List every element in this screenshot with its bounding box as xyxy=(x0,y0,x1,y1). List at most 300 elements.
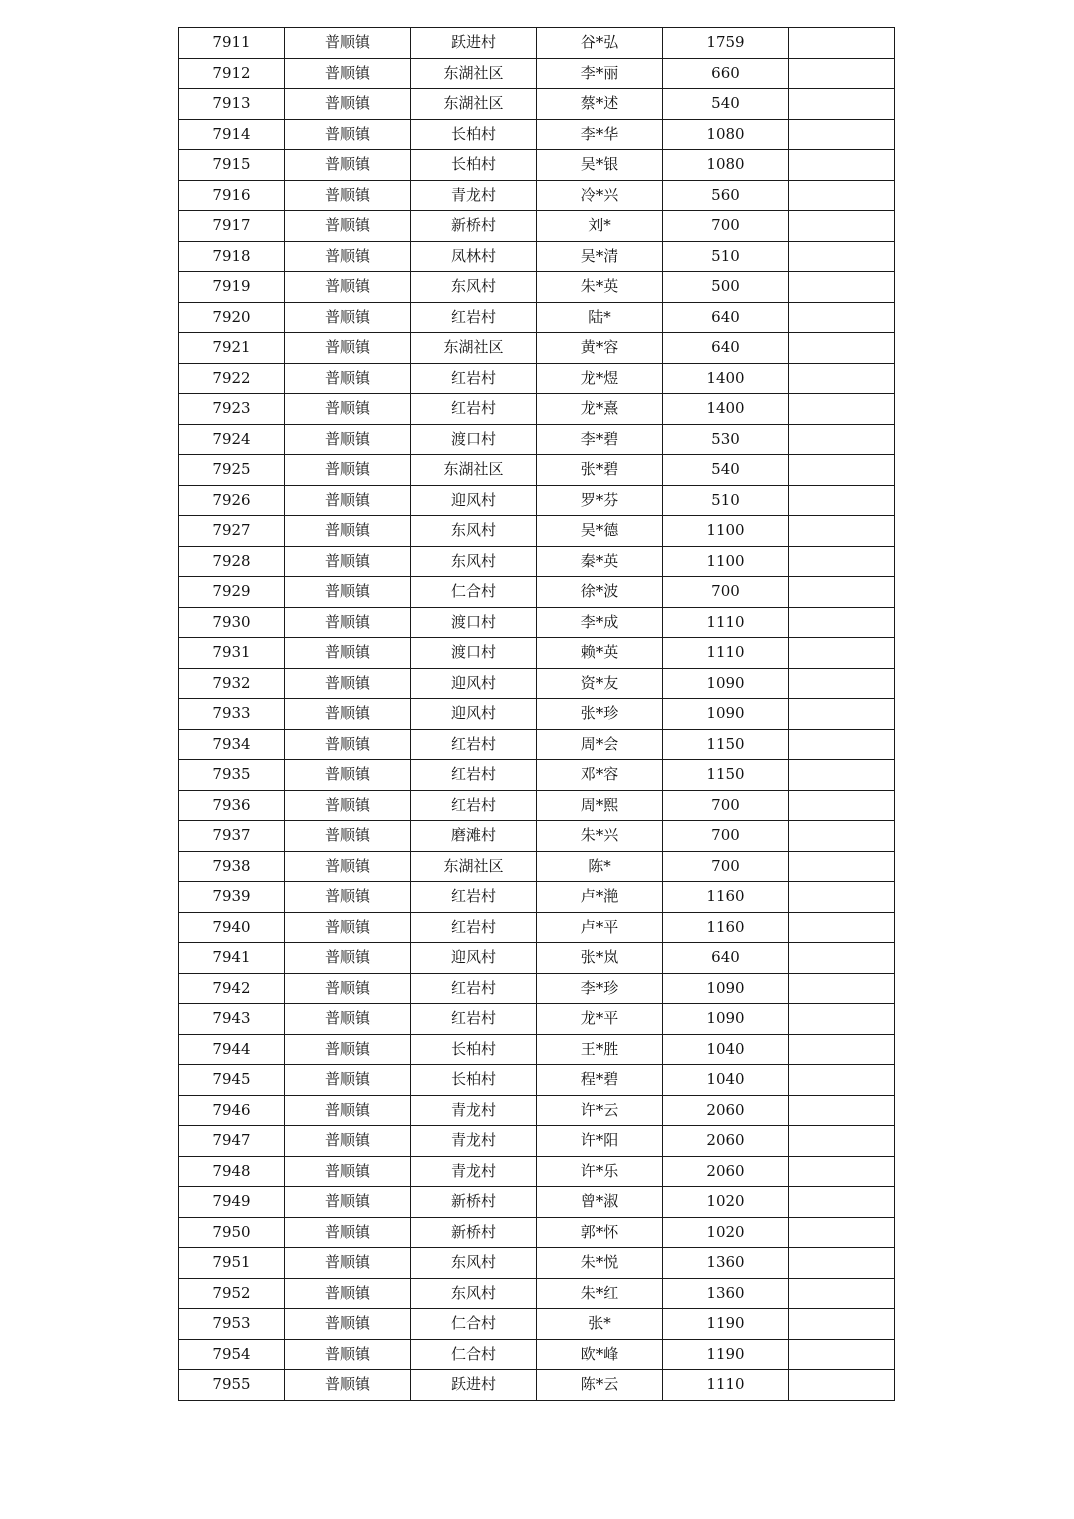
cell-number: 7949 xyxy=(179,1187,285,1218)
table-row xyxy=(179,638,895,669)
cell-note xyxy=(789,1126,895,1157)
cell-number: 7920 xyxy=(179,302,285,333)
table-row xyxy=(179,89,895,120)
cell-name: 王*胜 xyxy=(537,1034,663,1065)
cell-note xyxy=(789,1095,895,1126)
cell-village: 新桥村 xyxy=(411,211,537,242)
cell-note xyxy=(789,58,895,89)
cell-village: 青龙村 xyxy=(411,1095,537,1126)
cell-village: 仁合村 xyxy=(411,1339,537,1370)
cell-amount: 700 xyxy=(663,577,789,608)
cell-village: 红岩村 xyxy=(411,302,537,333)
cell-town: 普顺镇 xyxy=(285,760,411,791)
cell-number: 7955 xyxy=(179,1370,285,1401)
cell-village: 青龙村 xyxy=(411,1156,537,1187)
cell-amount: 700 xyxy=(663,821,789,852)
cell-number: 7946 xyxy=(179,1095,285,1126)
cell-town: 普顺镇 xyxy=(285,211,411,242)
cell-number: 7933 xyxy=(179,699,285,730)
cell-name: 张*碧 xyxy=(537,455,663,486)
cell-village: 青龙村 xyxy=(411,1126,537,1157)
cell-number: 7932 xyxy=(179,668,285,699)
cell-number: 7939 xyxy=(179,882,285,913)
cell-name: 张*岚 xyxy=(537,943,663,974)
cell-amount: 1080 xyxy=(663,150,789,181)
table-row xyxy=(179,973,895,1004)
cell-note xyxy=(789,882,895,913)
cell-note xyxy=(789,1156,895,1187)
cell-name: 赖*英 xyxy=(537,638,663,669)
cell-name: 李*珍 xyxy=(537,973,663,1004)
cell-note xyxy=(789,363,895,394)
cell-amount: 1150 xyxy=(663,729,789,760)
cell-number: 7915 xyxy=(179,150,285,181)
cell-village: 东风村 xyxy=(411,272,537,303)
cell-amount: 530 xyxy=(663,424,789,455)
cell-village: 跃进村 xyxy=(411,28,537,59)
cell-amount: 510 xyxy=(663,241,789,272)
cell-town: 普顺镇 xyxy=(285,363,411,394)
cell-number: 7950 xyxy=(179,1217,285,1248)
cell-amount: 700 xyxy=(663,211,789,242)
cell-number: 7937 xyxy=(179,821,285,852)
cell-note xyxy=(789,821,895,852)
cell-amount: 1160 xyxy=(663,912,789,943)
cell-name: 郭*怀 xyxy=(537,1217,663,1248)
cell-name: 张*珍 xyxy=(537,699,663,730)
cell-village: 东湖社区 xyxy=(411,89,537,120)
cell-name: 周*会 xyxy=(537,729,663,760)
cell-amount: 1759 xyxy=(663,28,789,59)
cell-name: 龙*煜 xyxy=(537,363,663,394)
cell-town: 普顺镇 xyxy=(285,607,411,638)
cell-note xyxy=(789,790,895,821)
cell-village: 红岩村 xyxy=(411,363,537,394)
cell-town: 普顺镇 xyxy=(285,455,411,486)
cell-note xyxy=(789,577,895,608)
cell-number: 7948 xyxy=(179,1156,285,1187)
cell-note xyxy=(789,150,895,181)
cell-amount: 640 xyxy=(663,333,789,364)
cell-amount: 660 xyxy=(663,58,789,89)
table-row xyxy=(179,119,895,150)
cell-note xyxy=(789,272,895,303)
cell-town: 普顺镇 xyxy=(285,1217,411,1248)
table-row xyxy=(179,1187,895,1218)
cell-town: 普顺镇 xyxy=(285,89,411,120)
cell-number: 7913 xyxy=(179,89,285,120)
cell-name: 许*云 xyxy=(537,1095,663,1126)
cell-village: 长柏村 xyxy=(411,150,537,181)
cell-note xyxy=(789,516,895,547)
cell-number: 7927 xyxy=(179,516,285,547)
cell-village: 长柏村 xyxy=(411,119,537,150)
cell-amount: 700 xyxy=(663,851,789,882)
table-row xyxy=(179,1370,895,1401)
cell-number: 7936 xyxy=(179,790,285,821)
cell-town: 普顺镇 xyxy=(285,851,411,882)
cell-name: 朱*英 xyxy=(537,272,663,303)
cell-note xyxy=(789,28,895,59)
table-row xyxy=(179,1065,895,1096)
cell-amount: 1080 xyxy=(663,119,789,150)
cell-town: 普顺镇 xyxy=(285,1278,411,1309)
cell-note xyxy=(789,211,895,242)
cell-town: 普顺镇 xyxy=(285,943,411,974)
cell-number: 7930 xyxy=(179,607,285,638)
cell-village: 迎风村 xyxy=(411,699,537,730)
cell-name: 朱*红 xyxy=(537,1278,663,1309)
cell-name: 吴*银 xyxy=(537,150,663,181)
cell-village: 新桥村 xyxy=(411,1187,537,1218)
cell-town: 普顺镇 xyxy=(285,150,411,181)
cell-village: 红岩村 xyxy=(411,790,537,821)
cell-note xyxy=(789,424,895,455)
cell-amount: 2060 xyxy=(663,1126,789,1157)
cell-town: 普顺镇 xyxy=(285,1004,411,1035)
cell-village: 东湖社区 xyxy=(411,333,537,364)
cell-number: 7918 xyxy=(179,241,285,272)
cell-note xyxy=(789,455,895,486)
cell-number: 7941 xyxy=(179,943,285,974)
cell-name: 龙*熹 xyxy=(537,394,663,425)
cell-number: 7924 xyxy=(179,424,285,455)
cell-village: 仁合村 xyxy=(411,1309,537,1340)
cell-town: 普顺镇 xyxy=(285,699,411,730)
cell-village: 东湖社区 xyxy=(411,58,537,89)
table-row xyxy=(179,363,895,394)
cell-town: 普顺镇 xyxy=(285,1370,411,1401)
cell-village: 红岩村 xyxy=(411,760,537,791)
cell-note xyxy=(789,1187,895,1218)
cell-name: 秦*英 xyxy=(537,546,663,577)
cell-name: 卢*平 xyxy=(537,912,663,943)
cell-number: 7934 xyxy=(179,729,285,760)
cell-note xyxy=(789,912,895,943)
cell-note xyxy=(789,1248,895,1279)
cell-number: 7947 xyxy=(179,1126,285,1157)
cell-number: 7923 xyxy=(179,394,285,425)
table-row xyxy=(179,1034,895,1065)
cell-village: 渡口村 xyxy=(411,638,537,669)
cell-note xyxy=(789,943,895,974)
cell-name: 李*成 xyxy=(537,607,663,638)
cell-name: 许*乐 xyxy=(537,1156,663,1187)
table-row xyxy=(179,546,895,577)
table-row xyxy=(179,1278,895,1309)
cell-village: 红岩村 xyxy=(411,912,537,943)
cell-amount: 1150 xyxy=(663,760,789,791)
cell-amount: 1090 xyxy=(663,668,789,699)
cell-number: 7935 xyxy=(179,760,285,791)
cell-name: 刘* xyxy=(537,211,663,242)
cell-note xyxy=(789,1278,895,1309)
cell-name: 卢*滟 xyxy=(537,882,663,913)
table-row xyxy=(179,272,895,303)
cell-amount: 1190 xyxy=(663,1339,789,1370)
cell-village: 青龙村 xyxy=(411,180,537,211)
cell-note xyxy=(789,638,895,669)
cell-town: 普顺镇 xyxy=(285,1156,411,1187)
cell-number: 7944 xyxy=(179,1034,285,1065)
cell-village: 东风村 xyxy=(411,546,537,577)
cell-number: 7951 xyxy=(179,1248,285,1279)
cell-note xyxy=(789,333,895,364)
cell-note xyxy=(789,607,895,638)
cell-note xyxy=(789,668,895,699)
cell-town: 普顺镇 xyxy=(285,1034,411,1065)
cell-town: 普顺镇 xyxy=(285,424,411,455)
cell-number: 7911 xyxy=(179,28,285,59)
cell-name: 黄*容 xyxy=(537,333,663,364)
cell-village: 仁合村 xyxy=(411,577,537,608)
cell-village: 东湖社区 xyxy=(411,455,537,486)
cell-amount: 1360 xyxy=(663,1278,789,1309)
cell-amount: 1190 xyxy=(663,1309,789,1340)
cell-amount: 1400 xyxy=(663,363,789,394)
cell-amount: 1360 xyxy=(663,1248,789,1279)
cell-town: 普顺镇 xyxy=(285,241,411,272)
cell-number: 7919 xyxy=(179,272,285,303)
cell-amount: 500 xyxy=(663,272,789,303)
cell-name: 吴*清 xyxy=(537,241,663,272)
cell-name: 罗*芬 xyxy=(537,485,663,516)
cell-number: 7917 xyxy=(179,211,285,242)
cell-town: 普顺镇 xyxy=(285,1126,411,1157)
cell-town: 普顺镇 xyxy=(285,302,411,333)
cell-town: 普顺镇 xyxy=(285,119,411,150)
cell-name: 邓*容 xyxy=(537,760,663,791)
table-row xyxy=(179,790,895,821)
cell-town: 普顺镇 xyxy=(285,882,411,913)
table-row xyxy=(179,485,895,516)
cell-number: 7922 xyxy=(179,363,285,394)
table-row xyxy=(179,302,895,333)
cell-town: 普顺镇 xyxy=(285,821,411,852)
cell-village: 红岩村 xyxy=(411,394,537,425)
cell-town: 普顺镇 xyxy=(285,272,411,303)
cell-amount: 700 xyxy=(663,790,789,821)
cell-note xyxy=(789,973,895,1004)
cell-town: 普顺镇 xyxy=(285,1309,411,1340)
table-row xyxy=(179,1126,895,1157)
cell-name: 曾*淑 xyxy=(537,1187,663,1218)
cell-note xyxy=(789,1370,895,1401)
table-row xyxy=(179,424,895,455)
cell-amount: 1110 xyxy=(663,607,789,638)
cell-number: 7942 xyxy=(179,973,285,1004)
cell-village: 磨滩村 xyxy=(411,821,537,852)
cell-note xyxy=(789,546,895,577)
cell-name: 陈*云 xyxy=(537,1370,663,1401)
table-row xyxy=(179,516,895,547)
table-row xyxy=(179,394,895,425)
cell-town: 普顺镇 xyxy=(285,638,411,669)
cell-number: 7929 xyxy=(179,577,285,608)
cell-town: 普顺镇 xyxy=(285,180,411,211)
table-row xyxy=(179,668,895,699)
cell-name: 李*丽 xyxy=(537,58,663,89)
table-row xyxy=(179,577,895,608)
cell-note xyxy=(789,241,895,272)
cell-amount: 1090 xyxy=(663,973,789,1004)
cell-amount: 1040 xyxy=(663,1034,789,1065)
cell-amount: 560 xyxy=(663,180,789,211)
cell-amount: 2060 xyxy=(663,1095,789,1126)
cell-amount: 1400 xyxy=(663,394,789,425)
table-row xyxy=(179,912,895,943)
cell-village: 迎风村 xyxy=(411,485,537,516)
cell-name: 李*碧 xyxy=(537,424,663,455)
cell-name: 吴*德 xyxy=(537,516,663,547)
cell-village: 红岩村 xyxy=(411,729,537,760)
cell-amount: 1090 xyxy=(663,1004,789,1035)
cell-note xyxy=(789,180,895,211)
cell-village: 东风村 xyxy=(411,516,537,547)
table-row xyxy=(179,211,895,242)
cell-number: 7943 xyxy=(179,1004,285,1035)
cell-amount: 640 xyxy=(663,943,789,974)
cell-village: 新桥村 xyxy=(411,1217,537,1248)
cell-town: 普顺镇 xyxy=(285,28,411,59)
cell-town: 普顺镇 xyxy=(285,1065,411,1096)
cell-town: 普顺镇 xyxy=(285,58,411,89)
cell-village: 迎风村 xyxy=(411,943,537,974)
cell-number: 7925 xyxy=(179,455,285,486)
cell-name: 朱*悦 xyxy=(537,1248,663,1279)
table-body xyxy=(179,28,895,1401)
cell-village: 长柏村 xyxy=(411,1065,537,1096)
cell-number: 7931 xyxy=(179,638,285,669)
cell-name: 朱*兴 xyxy=(537,821,663,852)
cell-name: 蔡*述 xyxy=(537,89,663,120)
table-row xyxy=(179,1309,895,1340)
table-row xyxy=(179,1248,895,1279)
cell-town: 普顺镇 xyxy=(285,333,411,364)
cell-name: 徐*波 xyxy=(537,577,663,608)
cell-number: 7914 xyxy=(179,119,285,150)
cell-amount: 1100 xyxy=(663,546,789,577)
cell-village: 渡口村 xyxy=(411,424,537,455)
cell-amount: 1100 xyxy=(663,516,789,547)
cell-name: 资*友 xyxy=(537,668,663,699)
cell-note xyxy=(789,119,895,150)
cell-town: 普顺镇 xyxy=(285,912,411,943)
cell-note xyxy=(789,302,895,333)
table-row xyxy=(179,150,895,181)
cell-town: 普顺镇 xyxy=(285,1339,411,1370)
cell-name: 张* xyxy=(537,1309,663,1340)
cell-town: 普顺镇 xyxy=(285,1248,411,1279)
cell-amount: 540 xyxy=(663,455,789,486)
cell-number: 7938 xyxy=(179,851,285,882)
cell-name: 欧*峰 xyxy=(537,1339,663,1370)
cell-village: 红岩村 xyxy=(411,882,537,913)
cell-name: 许*阳 xyxy=(537,1126,663,1157)
cell-town: 普顺镇 xyxy=(285,577,411,608)
cell-town: 普顺镇 xyxy=(285,1187,411,1218)
cell-name: 龙*平 xyxy=(537,1004,663,1035)
cell-note xyxy=(789,1065,895,1096)
table-row xyxy=(179,1217,895,1248)
cell-note xyxy=(789,1034,895,1065)
cell-town: 普顺镇 xyxy=(285,516,411,547)
cell-note xyxy=(789,1004,895,1035)
cell-number: 7952 xyxy=(179,1278,285,1309)
table-row xyxy=(179,333,895,364)
cell-town: 普顺镇 xyxy=(285,546,411,577)
table-row xyxy=(179,28,895,59)
cell-town: 普顺镇 xyxy=(285,729,411,760)
cell-amount: 1040 xyxy=(663,1065,789,1096)
table-row xyxy=(179,1156,895,1187)
cell-note xyxy=(789,394,895,425)
cell-amount: 1110 xyxy=(663,1370,789,1401)
cell-number: 7912 xyxy=(179,58,285,89)
cell-amount: 640 xyxy=(663,302,789,333)
cell-amount: 510 xyxy=(663,485,789,516)
cell-name: 冷*兴 xyxy=(537,180,663,211)
cell-number: 7916 xyxy=(179,180,285,211)
cell-number: 7928 xyxy=(179,546,285,577)
cell-village: 红岩村 xyxy=(411,1004,537,1035)
table-row xyxy=(179,882,895,913)
cell-note xyxy=(789,1309,895,1340)
table-row xyxy=(179,58,895,89)
cell-name: 程*碧 xyxy=(537,1065,663,1096)
cell-name: 陈* xyxy=(537,851,663,882)
table-row xyxy=(179,821,895,852)
table-row xyxy=(179,455,895,486)
cell-amount: 540 xyxy=(663,89,789,120)
cell-amount: 1090 xyxy=(663,699,789,730)
cell-name: 陆* xyxy=(537,302,663,333)
cell-note xyxy=(789,89,895,120)
table-row xyxy=(179,241,895,272)
cell-number: 7926 xyxy=(179,485,285,516)
cell-town: 普顺镇 xyxy=(285,790,411,821)
cell-note xyxy=(789,851,895,882)
cell-note xyxy=(789,729,895,760)
cell-town: 普顺镇 xyxy=(285,394,411,425)
cell-village: 渡口村 xyxy=(411,607,537,638)
cell-amount: 1160 xyxy=(663,882,789,913)
cell-amount: 1110 xyxy=(663,638,789,669)
cell-village: 迎风村 xyxy=(411,668,537,699)
cell-amount: 1020 xyxy=(663,1187,789,1218)
cell-number: 7953 xyxy=(179,1309,285,1340)
cell-town: 普顺镇 xyxy=(285,485,411,516)
table-row xyxy=(179,1095,895,1126)
cell-name: 周*熙 xyxy=(537,790,663,821)
cell-town: 普顺镇 xyxy=(285,1095,411,1126)
table-row xyxy=(179,851,895,882)
cell-number: 7945 xyxy=(179,1065,285,1096)
cell-note xyxy=(789,1339,895,1370)
cell-village: 跃进村 xyxy=(411,1370,537,1401)
cell-note xyxy=(789,760,895,791)
cell-town: 普顺镇 xyxy=(285,668,411,699)
cell-name: 李*华 xyxy=(537,119,663,150)
table-row xyxy=(179,1004,895,1035)
table-row xyxy=(179,1339,895,1370)
data-table xyxy=(178,27,895,1401)
cell-number: 7954 xyxy=(179,1339,285,1370)
cell-village: 东风村 xyxy=(411,1248,537,1279)
cell-name: 谷*弘 xyxy=(537,28,663,59)
table-row xyxy=(179,729,895,760)
cell-village: 红岩村 xyxy=(411,973,537,1004)
